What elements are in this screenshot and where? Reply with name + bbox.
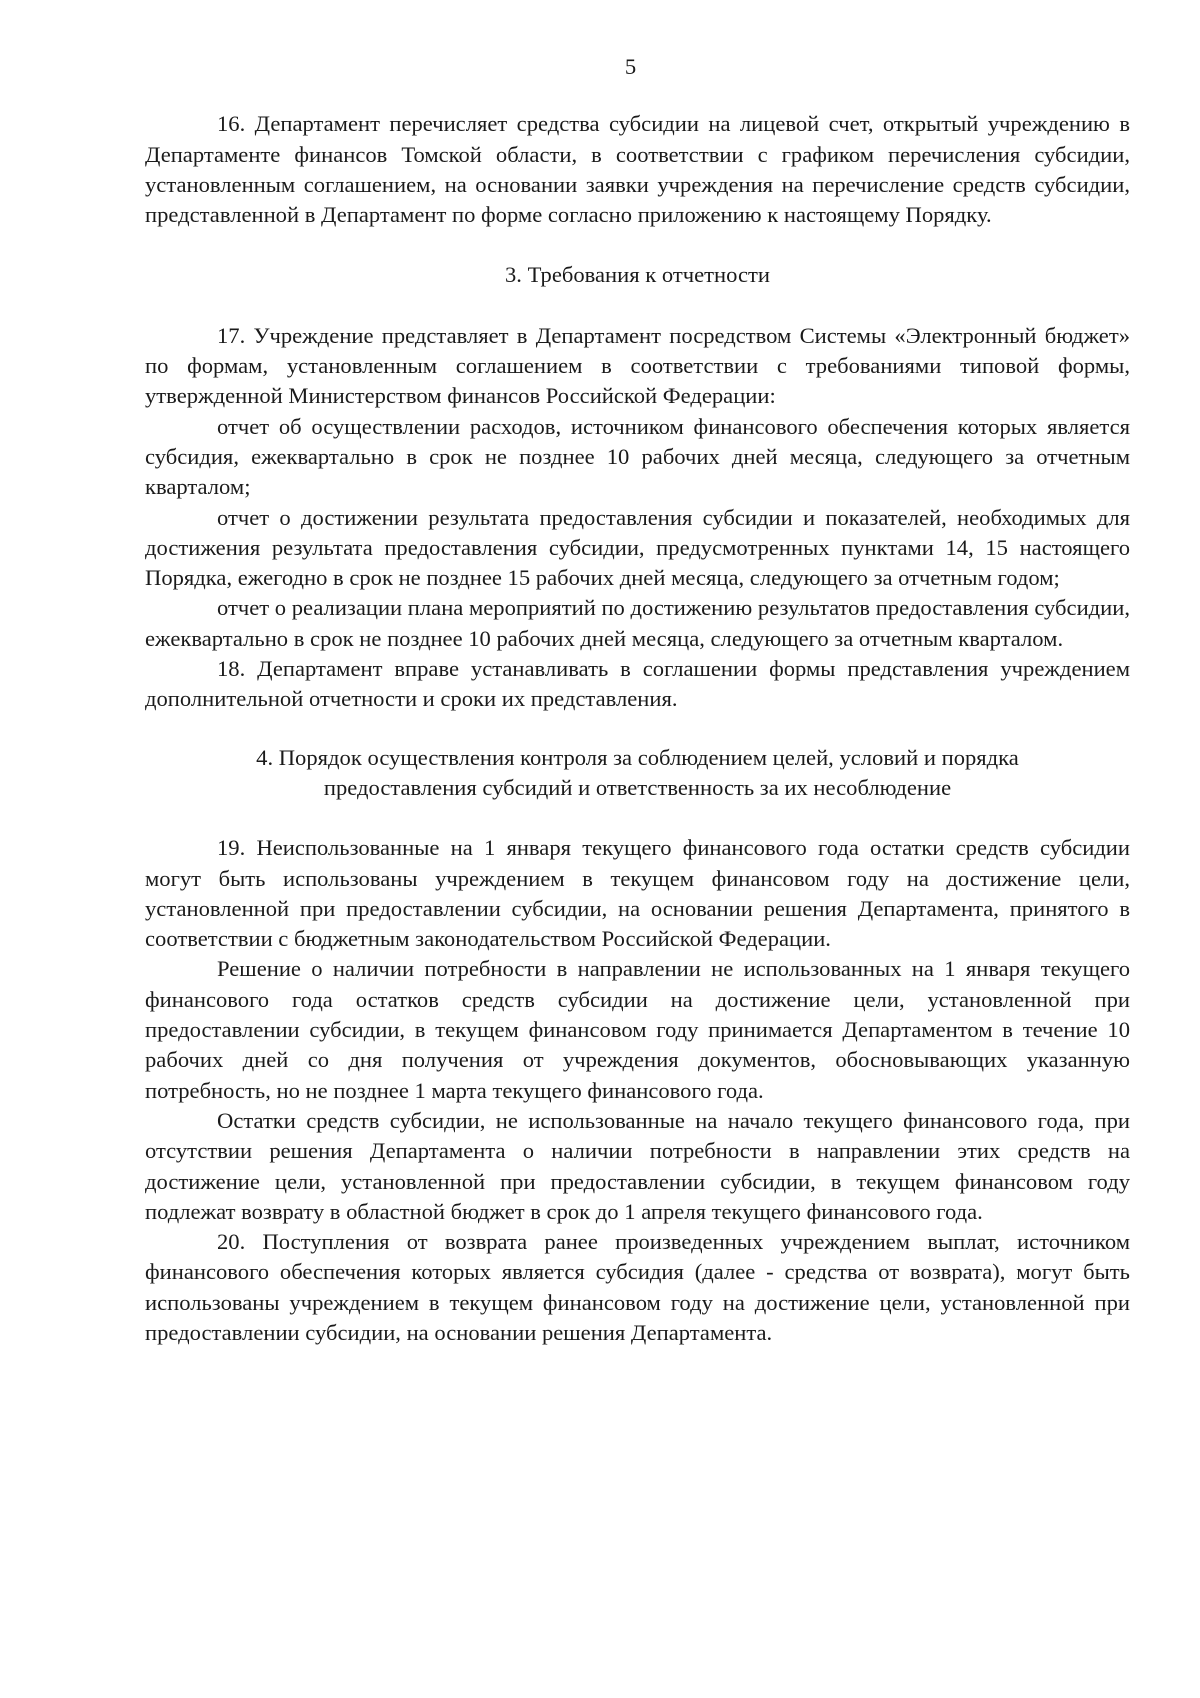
paragraph-17-report-expenses: отчет об осуществлении расходов, источником финансового обеспечения которых является субсидия, ежеквартально в срок не позднее 10 рабочих дней месяца, следующего за отчетным кварталом; [145, 413, 1130, 500]
spacer [145, 230, 1130, 260]
section-heading-reporting: 3. Требования к отчетности [505, 262, 770, 288]
paragraph-17-report-results: отчет о достижении результата предоставления субсидии и показателей, необходимых для достижения результата предоставления субсидии, предусмотренных пунктами 14, 15 настоящего Порядка, ежегодно в срок не позднее 15 рабочих дней месяца, следующего за отчетным годом; [145, 504, 1130, 591]
section-heading-control-line-2: предоставления субсидий и ответственность за их несоблюдение [323, 774, 952, 800]
paragraph-19-decision: Решение о наличии потребности в направлении не использованных на 1 января текущего финансового года остатков средств субсидии на достижение цели, установленной при предоставлении субсидии, в текущем финансовом году принимается Департаментом в течение 10 рабочих дней со дня получения от учреждения документов, обосновывающих указанную потребность, но не позднее 1 марта текущего финансового года. [145, 956, 1130, 1103]
section-heading-control-line-1: 4. Порядок осуществления контроля за соблюдением целей, условий и порядка [256, 744, 1019, 770]
paragraph-16: 16. Департамент перечисляет средства субсидии на лицевой счет, открытый учреждению в Департаменте финансов Томской области, в соответствии с графиком перечисления субсидии, установленным соглашением, на основании заявки учреждения на перечисление средств субсидии, представленной в Департамент по форме согласно приложению к настоящему Порядку. [145, 111, 1130, 228]
paragraph-18: 18. Департамент вправе устанавливать в соглашении формы представления учреждением дополнительной отчетности и сроки их представления. [145, 656, 1130, 712]
page-number: 5 [624, 54, 637, 79]
paragraph-19-remainder: Остатки средств субсидии, не использованные на начало текущего финансового года, при отсутствии решения Департамента о наличии потребности в направлении этих средств на достижение цели, установленной при предоставлении субсидии, в текущем финансовом году подлежат возврату в областной бюджет в срок до 1 апреля текущего финансового года. [145, 1107, 1130, 1224]
paragraph-20: 20. Поступления от возврата ранее произведенных учреждением выплат, источником финансового обеспечения которых является субсидия (далее - средства от возврата), могут быть использованы учреждением в текущем финансовом году на достижение цели, установленной при предоставлении субсидии, на основании решения Департамента. [145, 1229, 1130, 1345]
spacer [145, 715, 1130, 743]
spacer [145, 291, 1130, 321]
paragraph-19: 19. Неиспользованные на 1 января текущего финансового года остатки средств субсидии могут быть использованы учреждением в текущем финансовом году на достижение цели, установленной при предоставлении субсидии, на основании решения Департамента, принятого в соответствии с бюджетным законодательством Российской Федерации. [145, 835, 1130, 952]
document-page [145, 52, 1130, 1348]
paragraph-17-report-plan: отчет о реализации плана мероприятий по достижению результатов предоставления субсидии, ежеквартально в срок не позднее 10 рабочих дней месяца, следующего за отчетным кварталом. [145, 595, 1130, 651]
paragraph-17: 17. Учреждение представляет в Департамент посредством Системы «Электронный бюджет» по формам, установленным соглашением в соответствии с требованиями типовой формы, утвержденной Министерством финансов Российской Федерации: [145, 322, 1130, 409]
spacer [145, 803, 1130, 833]
